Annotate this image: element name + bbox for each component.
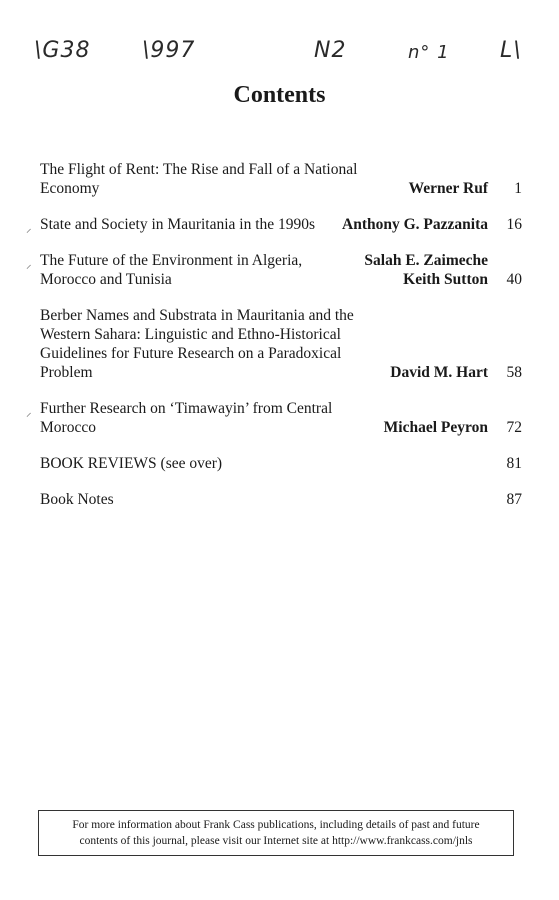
entry-author: Keith Sutton xyxy=(403,271,488,288)
entry-title-line: BOOK REVIEWS (see over) xyxy=(40,455,223,472)
handwritten-note: L\ xyxy=(500,38,522,63)
entry-title-line: Guidelines for Future Research on a Paradoxical xyxy=(40,345,342,362)
toc-entry xyxy=(40,160,522,198)
page-title: Contents xyxy=(233,82,326,108)
entry-author: Salah E. Zaimeche xyxy=(364,252,488,269)
handwritten-note: \G38 xyxy=(34,38,91,63)
entry-title-line: State and Society in Mauritania in the 1990s xyxy=(40,216,316,233)
entry-page-number: 58 xyxy=(506,364,522,381)
toc-entry xyxy=(40,454,522,473)
toc-entry xyxy=(26,215,522,235)
entry-title-line: The Future of the Environment in Algeria, xyxy=(40,252,303,269)
footer-text-line: contents of this journal, please visit our Internet site at http://www.frankcass.com/jnls xyxy=(79,835,473,847)
footer-text-line: For more information about Frank Cass publications, including details of past and future xyxy=(72,819,480,831)
entry-title-line: Berber Names and Substrata in Mauritania and the xyxy=(40,307,354,324)
toc-entry xyxy=(40,306,522,382)
entry-title-line: Book Notes xyxy=(40,491,114,508)
entry-page-number: 72 xyxy=(506,419,522,436)
entry-title-line: Western Sahara: Linguistic and Ethno-Historical xyxy=(40,326,341,343)
entry-title-line: Further Research on ‘Timawayin’ from Central xyxy=(40,400,333,417)
handwritten-note: N2 xyxy=(314,38,347,63)
entry-page-number: 81 xyxy=(506,455,522,472)
entry-title-line: Morocco and Tunisia xyxy=(40,271,172,288)
entry-title-line: Problem xyxy=(40,364,93,381)
entry-author: Anthony G. Pazzanita xyxy=(342,216,488,233)
entry-author: Werner Ruf xyxy=(408,180,488,197)
toc-entry xyxy=(26,399,522,437)
toc-entry xyxy=(26,251,522,289)
entry-title-line: Morocco xyxy=(40,419,96,436)
entry-title-line: Economy xyxy=(40,180,100,197)
entry-author: Michael Peyron xyxy=(383,419,488,436)
check-mark-icon: ⸝ xyxy=(26,406,32,419)
entry-page-number: 40 xyxy=(506,271,522,288)
entry-author: David M. Hart xyxy=(390,364,488,381)
table-of-contents xyxy=(26,160,522,526)
publisher-info-box xyxy=(38,810,514,856)
entry-page-number: 16 xyxy=(506,216,522,233)
handwritten-note: n° 1 xyxy=(408,42,450,63)
entry-title-line: The Flight of Rent: The Rise and Fall of a National xyxy=(40,161,358,178)
handwritten-annotations xyxy=(0,38,559,78)
check-mark-icon: ⸝ xyxy=(26,258,32,271)
entry-page-number: 1 xyxy=(514,180,522,197)
handwritten-note: \997 xyxy=(142,38,196,63)
check-mark-icon: ⸝ xyxy=(26,222,32,235)
entry-page-number: 87 xyxy=(506,491,522,508)
toc-entry xyxy=(40,490,522,509)
